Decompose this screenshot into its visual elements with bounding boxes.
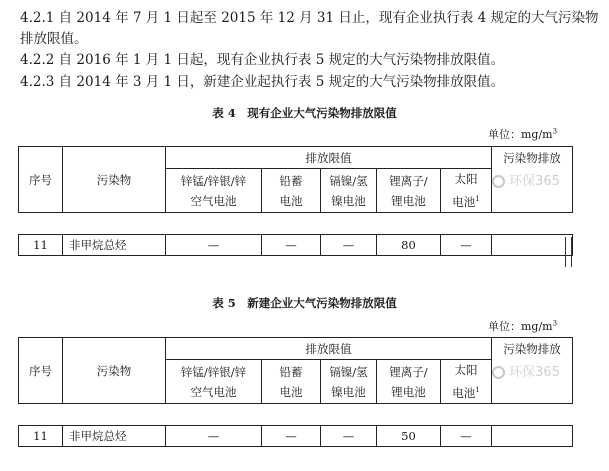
row-value-lead: — [262,235,321,256]
row-value-zinc: — [166,235,262,256]
gap-cell [166,213,262,235]
gap-cell [492,404,573,426]
row-value-nickel: — [321,426,377,447]
header-lithium-battery [377,169,441,213]
row-value-lithium: 50 [377,426,441,447]
gap-cell [377,213,441,235]
header-zinc-line2: 空气电池 [190,193,237,208]
gap-cell [19,213,63,235]
row-pollutant: 非甲烷总烃 [63,426,166,447]
header-solar-line1: 太阳 [454,363,478,378]
table-4 [18,146,573,256]
row-seq: 11 [19,426,63,447]
row-pollutant: 非甲烷总烃 [63,235,166,256]
header-solar-line2 [441,189,491,212]
header-solar-line1: 太阳 [454,172,478,187]
row-value-monitor [492,235,573,256]
gap-cell [321,213,377,235]
header-zinc-line1: 锌锰/锌银/锌 [180,173,247,188]
header-lead-line1: 铅蓄 [279,173,303,188]
header-zinc-battery [166,360,262,404]
watermark-text: 环保365 [509,365,560,380]
paragraph-4-2-2: 4.2.2 自 2016 年 1 月 1 日起，现有企业执行表 5 规定的大气污染物排放限值。 [20,52,505,68]
row-value-monitor [492,426,573,447]
header-lithium-line1: 锂离子/ [389,173,428,188]
header-lead-battery [262,169,321,213]
row-value-solar: — [441,235,492,256]
header-nickel-line1: 镉镍/氢 [329,364,368,379]
header-lithium-line2: 锂电池 [391,384,426,399]
header-pollutant: 污染物 [63,338,166,404]
gap-cell [63,213,166,235]
row-value-nickel: — [321,235,377,256]
header-lead-line2: 电池 [279,193,303,208]
table-4-edge-line [571,237,572,267]
unit-exponent: 3 [552,127,558,136]
gap-cell [321,404,377,426]
row-value-zinc: — [166,426,262,447]
footnote-marker: 1 [475,195,480,204]
header-lithium-line1: 锂离子/ [389,364,428,379]
table-4-unit [488,126,557,142]
row-seq: 11 [19,235,63,256]
header-monitor: 污染物排放 [503,151,561,165]
gap-cell [441,213,492,235]
gap-cell [166,404,262,426]
header-solar-text: 电池 [452,194,476,209]
paragraph-4-2-3: 4.2.3 自 2014 年 3 月 1 日，新建企业起执行表 5 规定的大气污染物排放限值。 [20,74,505,90]
header-zinc-line1: 锌锰/锌银/锌 [180,364,247,379]
gap-cell [492,213,573,235]
table-4-title: 表 4 现有企业大气污染物排放限值 [212,106,397,120]
header-lead-battery [262,360,321,404]
header-seq: 序号 [19,338,63,404]
header-lithium-line2: 锂电池 [391,193,426,208]
header-zinc-line2: 空气电池 [190,384,237,399]
footnote-marker: 1 [475,386,480,395]
header-nickel-battery [321,169,377,213]
header-nickel-line2: 镍电池 [331,384,366,399]
header-solar-battery [441,360,492,404]
gap-cell [262,404,321,426]
header-monitor-cell [492,147,573,213]
gap-cell [441,404,492,426]
header-monitor: 污染物排放 [503,342,561,356]
gap-cell [377,404,441,426]
unit-exponent: 3 [552,319,558,328]
header-nickel-line2: 镍电池 [331,193,366,208]
table-row [19,235,573,256]
header-lithium-battery [377,360,441,404]
header-lead-line2: 电池 [279,384,303,399]
header-lead-line1: 铅蓄 [279,364,303,379]
header-seq: 序号 [19,147,63,213]
header-limit: 排放限值 [166,338,492,360]
watermark-icon [492,366,505,379]
header-pollutant: 污染物 [63,147,166,213]
header-limit: 排放限值 [166,147,492,169]
table-5-title: 表 5 新建企业大气污染物排放限值 [212,296,397,310]
watermark-icon [492,175,505,188]
gap-cell [63,404,166,426]
watermark-text: 环保365 [509,174,560,189]
row-value-lead: — [262,426,321,447]
table-5 [18,337,573,447]
header-solar-line2 [441,380,491,403]
row-value-solar: — [441,426,492,447]
paragraph-4-2-1: 4.2.1 自 2014 年 7 月 1 日起至 2015 年 12 月 31 日止，现有企业执行表 4 规定的大气污染物 [20,10,599,26]
header-solar-battery [441,169,492,213]
table-row [19,426,573,447]
row-value-lithium: 80 [377,235,441,256]
table-5-unit [488,318,557,334]
header-monitor-cell [492,338,573,404]
header-solar-text: 电池 [452,385,476,400]
gap-cell [262,213,321,235]
header-nickel-battery [321,360,377,404]
watermark [486,362,566,384]
header-zinc-battery [166,169,262,213]
table-4-edge-line [565,237,566,267]
gap-cell [19,404,63,426]
watermark [486,171,566,193]
unit-text: 单位：mg/m [488,128,553,141]
unit-text: 单位：mg/m [488,320,553,333]
header-nickel-line1: 镉镍/氢 [329,173,368,188]
paragraph-4-2-1-cont: 排放限值。 [20,31,88,47]
